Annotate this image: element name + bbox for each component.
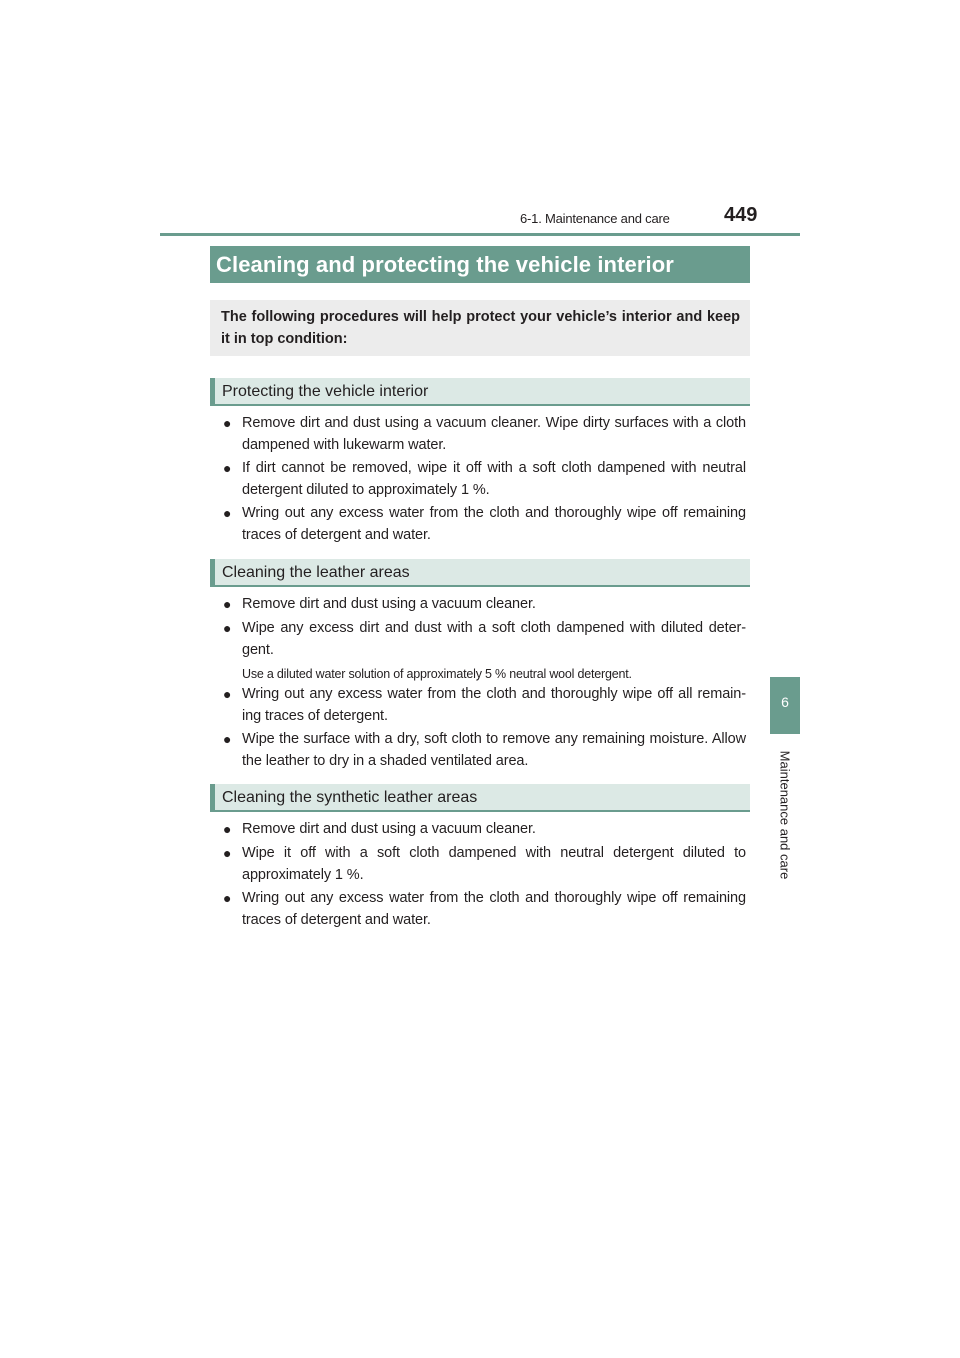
list-item: ● If dirt cannot be removed, wipe it off with a soft cloth dampened with neutral detergent diluted to approximately 1 %. xyxy=(222,457,746,501)
page-number: 449 xyxy=(724,204,758,226)
bullet-icon: ● xyxy=(223,686,232,702)
list-note: Use a diluted water solution of approximately 5 % neutral wool detergent. xyxy=(242,667,632,681)
intro-text: The following procedures will help protect your vehicle’s interior and keep it in top condition: xyxy=(221,309,740,347)
list-item: ● Wring out any excess water from the cloth and thoroughly wipe off all remain-ing traces of detergent. xyxy=(222,683,746,727)
intro-box xyxy=(210,300,750,356)
list-item: ● Wipe any excess dirt and dust with a soft cloth dampened with diluted deter-gent. xyxy=(222,617,746,661)
list-item: ● Remove dirt and dust using a vacuum cleaner. xyxy=(222,818,746,840)
bullet-icon: ● xyxy=(223,505,232,521)
bullet-icon: ● xyxy=(223,596,232,612)
list-item: ● Remove dirt and dust using a vacuum cleaner. Wipe dirty surfaces with a cloth dampened with lukewarm water. xyxy=(222,412,746,456)
header-divider xyxy=(160,233,800,236)
list-item: ● Wipe it off with a soft cloth dampened with neutral detergent diluted to approximately 1 %. xyxy=(222,842,746,886)
bullet-icon: ● xyxy=(223,845,232,861)
list-item: ● Wring out any excess water from the cloth and thoroughly wipe off remaining traces of detergent and water. xyxy=(222,502,746,546)
bullet-icon: ● xyxy=(223,620,232,636)
bullet-icon: ● xyxy=(223,890,232,906)
chapter-tab: 6 xyxy=(770,677,800,734)
list-item: ● Wipe the surface with a dry, soft cloth to remove any remaining moisture. Allow the leather to dry in a shaded ventilated area. xyxy=(222,728,746,772)
chapter-tab-label: Maintenance and care xyxy=(777,750,793,880)
section-list-protecting xyxy=(222,412,746,546)
list-item: ● Remove dirt and dust using a vacuum cleaner. xyxy=(222,593,746,615)
list-item: ● Wring out any excess water from the cloth and thoroughly wipe off remaining traces of detergent and water. xyxy=(222,887,746,931)
header-section-title: 6-1. Maintenance and care xyxy=(520,211,670,226)
section-list-leather xyxy=(222,593,746,772)
bullet-icon: ● xyxy=(223,460,232,476)
bullet-icon: ● xyxy=(223,415,232,431)
section-heading-protecting: Protecting the vehicle interior xyxy=(210,378,750,406)
bullet-icon: ● xyxy=(223,821,232,837)
bullet-icon: ● xyxy=(223,731,232,747)
section-heading-leather: Cleaning the leather areas xyxy=(210,559,750,587)
section-heading-synthetic-leather: Cleaning the synthetic leather areas xyxy=(210,784,750,812)
page-title: Cleaning and protecting the vehicle interior xyxy=(210,246,750,283)
section-list-synthetic-leather xyxy=(222,818,746,931)
